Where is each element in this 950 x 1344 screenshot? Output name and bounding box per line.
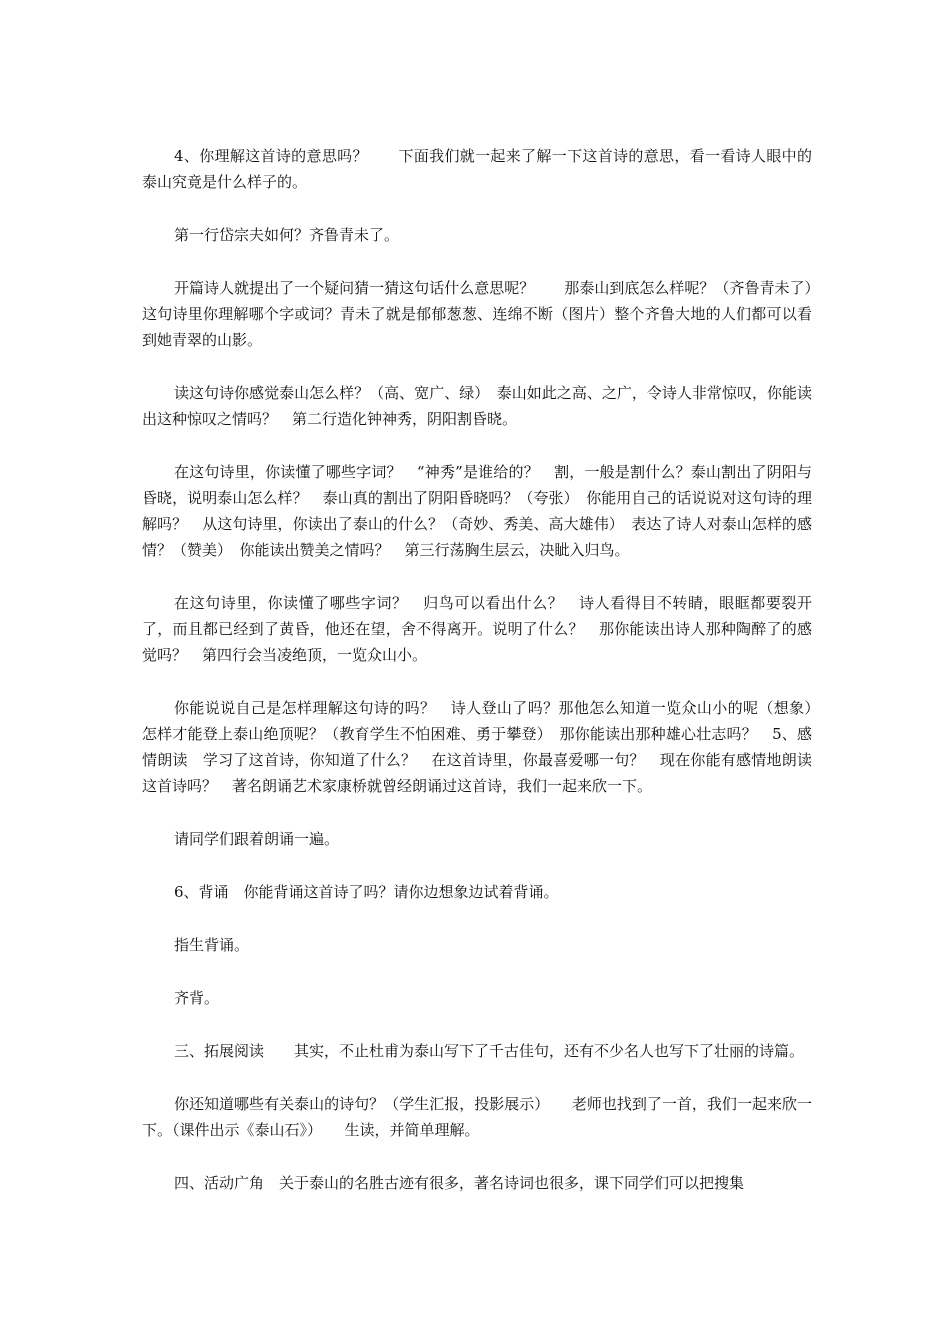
paragraph-understanding-poem: 4、你理解这首诗的意思吗？ 下面我们就一起来了解一下这首诗的意思，看一看诗人眼中的泰山究竟是什么样子的。 <box>142 147 812 191</box>
paragraph-line-three-analysis: 在这句诗里，你读懂了哪些字词？ 归鸟可以看出什么？ 诗人看得目不转睛，眼眶都要裂开了，而且都已经到了黄昏，他还在望，舍不得离开。说明了什么？ 那你能读出诗人那种陶醉了的感觉吗？ 第四行会当凌绝顶，一览众山小。 <box>142 594 812 664</box>
paragraph-opening-question: 开篇诗人就提出了一个疑问猜一猜这句话什么意思呢？ 那泰山到底怎么样呢？（齐鲁青未了） 这句诗里你理解哪个字或词？青未了就是郁郁葱葱、连绵不断（图片）整个齐鲁大地的人们都可以看到她青翠的山影。 <box>142 279 828 349</box>
paragraph-memorize: 6、背诵 你能背诵这首诗了吗？请你边想象边试着背诵。 <box>174 883 559 901</box>
paragraph-line-two-intro: 读这句诗你感觉泰山怎么样？（高、宽广、绿） 泰山如此之高、之广，令诗人非常惊叹，你能读出这种惊叹之情吗？ 第二行造化钟神秀，阴阳割昏晓。 <box>142 384 812 428</box>
paragraph-line-one: 第一行岱宗夫如何？齐鲁青未了。 <box>174 226 400 244</box>
paragraph-other-poems: 你还知道哪些有关泰山的诗句？（学生汇报，投影展示） 老师也找到了一首，我们一起来欣一下。（课件出示《泰山石》） 生读，并简单理解。 <box>142 1095 812 1139</box>
document-page <box>142 143 828 1196</box>
paragraph-line-two-analysis: 在这句诗里，你读懂了哪些字词？ “神秀”是谁给的？ 割，一般是割什么？泰山割出了阴阳与昏晓，说明泰山怎么样？ 泰山真的割出了阴阳昏晓吗？（夸张） 你能用自己的话说说对这句诗的理解吗？ 从这句诗里，你读出了泰山的什么？（奇妙、秀美、高大雄伟） 表达了诗人对泰山怎样的感情？（赞美） 你能读出赞美之情吗？ 第三行荡胸生层云，决眦入归鸟。 <box>142 463 812 559</box>
paragraph-group-recite: 齐背。 <box>174 989 220 1007</box>
paragraph-line-four-analysis: 你能说说自己是怎样理解这句诗的吗？ 诗人登山了吗？那他怎么知道一览众山小的呢（想象） 怎样才能登上泰山绝顶呢？（教育学生不怕困难、勇于攀登） 那你能读出那种雄心壮志吗？ 5、感情朗读 学习了这首诗，你知道了什么？ 在这首诗里，你最喜爱哪一句？ 现在你能有感情地朗读这首诗吗？ 著名朗诵艺术家康桥就曾经朗诵过这首诗，我们一起来欣一下。 <box>142 699 828 795</box>
paragraph-student-recite: 指生背诵。 <box>174 936 250 954</box>
paragraph-extended-reading: 三、拓展阅读 其实，不止杜甫为泰山写下了千古佳句，还有不少名人也写下了壮丽的诗篇。 <box>174 1042 805 1060</box>
paragraph-recite-together: 请同学们跟着朗诵一遍。 <box>174 830 340 848</box>
paragraph-activity-corner: 四、活动广角 关于泰山的名胜古迹有很多，著名诗词也很多，课下同学们可以把搜集 <box>174 1174 745 1192</box>
